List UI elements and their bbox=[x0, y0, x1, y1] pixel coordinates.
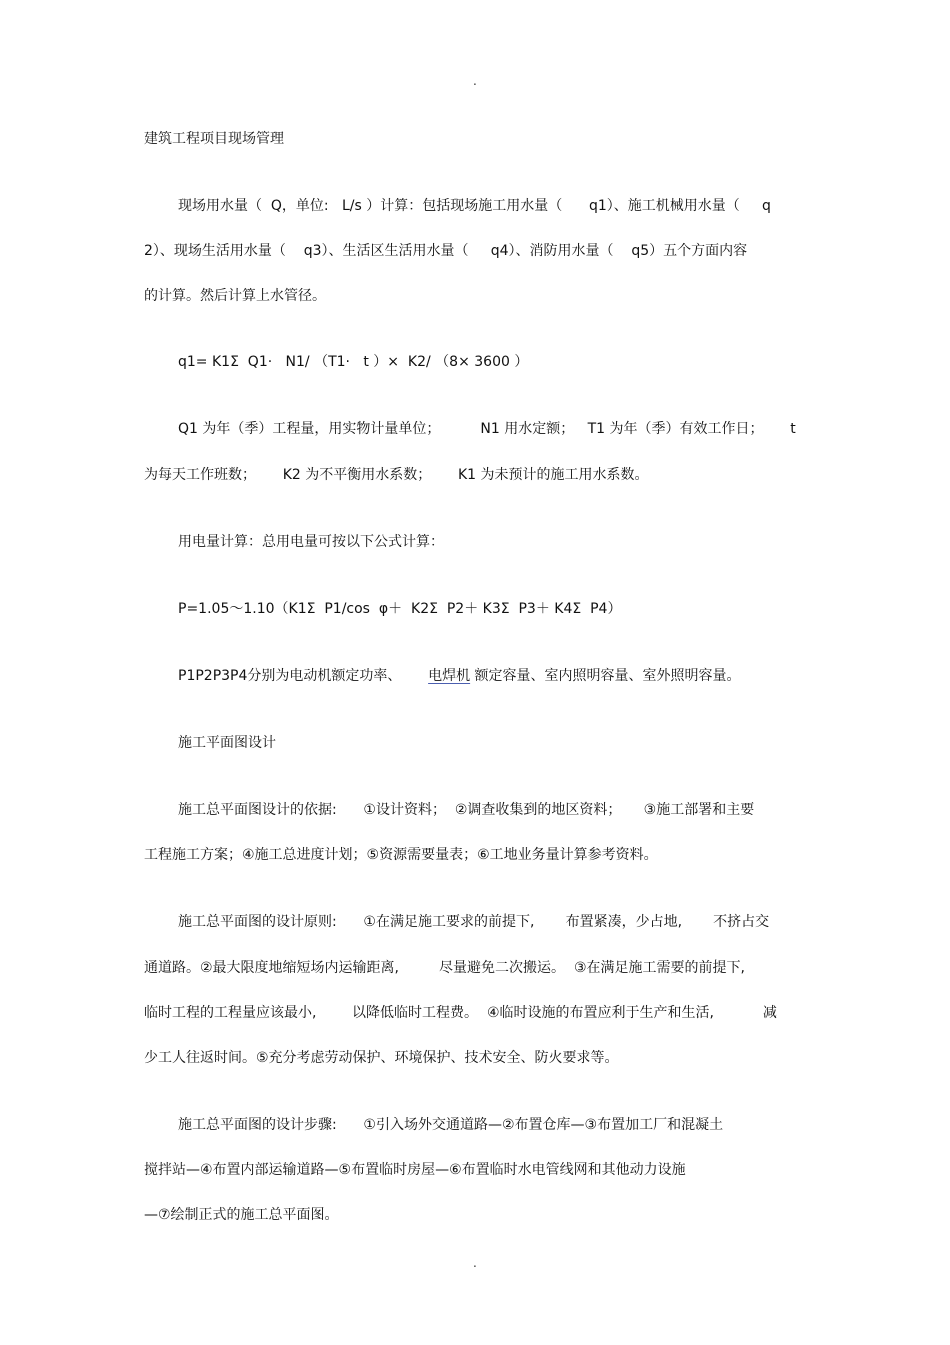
plan-steps-line-1: 施工总平面图的设计步骤: ①引入场外交通道路—②布置仓库—③布置加工厂和混凝土 bbox=[178, 1117, 724, 1133]
document-title: 建筑工程项目现场管理 bbox=[144, 131, 284, 147]
water-definitions-line-1: Q1 为年（季）工程量，用实物计量单位； N1 用水定额； T1 为年（季）有效工作日； t bbox=[178, 421, 796, 437]
plan-principles-line-1: 施工总平面图的设计原则: ①在满足施工要求的前提下, 布置紧凑，少占地, 不挤占交 bbox=[178, 914, 770, 930]
plan-steps-line-3: —⑦绘制正式的施工总平面图。 bbox=[144, 1207, 339, 1223]
plan-principles-line-2: 通道路。②最大限度地缩短场内运输距离, 尽量避免二次搬运。 ③在满足施工需要的前提下, bbox=[144, 960, 745, 976]
header-dot: . bbox=[473, 74, 477, 88]
plan-heading: 施工平面图设计 bbox=[178, 735, 276, 751]
power-description bbox=[178, 667, 741, 685]
water-paragraph-line-1: 现场用水量（ Q，单位: L/s ）计算：包括现场施工用水量（ q1）、施工机械用水量（ q bbox=[178, 198, 771, 214]
power-intro: 用电量计算：总用电量可按以下公式计算： bbox=[178, 534, 444, 550]
plan-basis-line-1: 施工总平面图设计的依据: ①设计资料； ②调查收集到的地区资料； ③施工部署和主要 bbox=[178, 802, 755, 818]
power-formula: P=1.05～1.10（K1Σ P1/cos φ＋ K2Σ P2＋ K3Σ P3＋ K4Σ P4） bbox=[178, 601, 622, 617]
water-formula: q1= K1Σ Q1· N1/ （T1· t ）× K2/ （8× 3600 ） bbox=[178, 354, 529, 370]
power-description-end: 额定容量、室内照明容量、室外照明容量。 bbox=[470, 668, 741, 684]
plan-steps-line-2: 搅拌站—④布置内部运输道路—⑤布置临时房屋—⑥布置临时水电管线网和其他动力设施 bbox=[144, 1162, 686, 1178]
plan-principles-line-3: 临时工程的工程量应该最小, 以降低临时工程费。 ④临时设施的布置应利于生产和生活, 减 bbox=[144, 1005, 777, 1021]
plan-basis-line-2: 工程施工方案；④施工总进度计划；⑤资源需要量表；⑥工地业务量计算参考资料。 bbox=[144, 847, 658, 863]
plan-principles-line-4: 少工人往返时间。⑤充分考虑劳动保护、环境保护、技术安全、防火要求等。 bbox=[144, 1050, 619, 1066]
water-paragraph-line-2: 2）、现场生活用水量（ q3）、生活区生活用水量（ q4）、消防用水量（ q5）五个方面内容 bbox=[144, 243, 748, 259]
footer-dot: . bbox=[473, 1256, 477, 1270]
water-definitions-line-2: 为每天工作班数； K2 为不平衡用水系数； K1 为未预计的施工用水系数。 bbox=[144, 467, 649, 483]
power-description-start: P1P2P3P4分别为电动机额定功率、 bbox=[178, 668, 429, 684]
water-paragraph-line-3: 的计算。然后计算上水管径。 bbox=[144, 288, 326, 304]
welder-link[interactable]: 电焊机 bbox=[428, 668, 471, 684]
